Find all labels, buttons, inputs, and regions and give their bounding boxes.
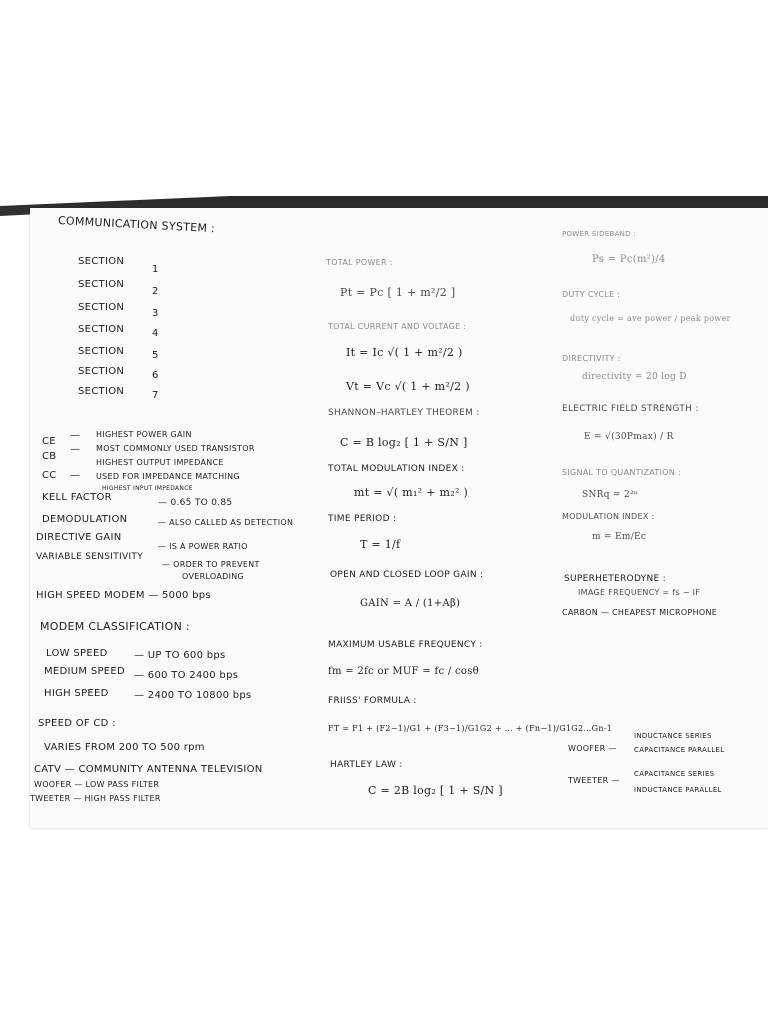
def-text: USED FOR IMPEDANCE MATCHING [96,472,240,481]
directive-def: — IS A POWER RATIO [158,542,248,551]
section-number: 2 [152,286,159,297]
tweeter-left-def: TWEETER — HIGH PASS FILTER [30,794,161,803]
def-term: CC [42,470,57,481]
tweeter-right-term: TWEETER — [568,776,620,785]
loop-gain-formula: GAIN = A / (1+Aβ) [360,598,461,609]
section-label: SECTION [78,256,125,267]
time-period-heading: TIME PERIOD : [328,514,397,524]
demod-term: DEMODULATION [42,514,128,525]
tweeter-right-def2: INDUCTANCE PARALLEL [634,786,722,794]
superhet-formula: IMAGE FREQUENCY = fs − IF [578,588,701,597]
loop-gain-heading: OPEN AND CLOSED LOOP GAIN : [330,570,484,580]
efield-heading: ELECTRIC FIELD STRENGTH : [562,404,699,414]
total-power-heading: TOTAL POWER : [326,258,393,267]
section-number: 6 [152,370,159,381]
hartley-heading: HARTLEY LAW : [330,760,403,770]
directivity-formula: directivity = 20 log D [582,372,687,382]
directive-term: DIRECTIVE GAIN [36,532,122,543]
tweeter-right-def1: CAPACITANCE SERIES [634,770,715,778]
section-label: SECTION [78,279,125,290]
modem-row-value: — UP TO 600 bps [134,650,226,661]
woofer-left-def: WOOFER — LOW PASS FILTER [34,780,160,789]
notes-sheet [30,208,768,828]
modem-row-label: HIGH SPEED [44,688,109,699]
def-dash: — [70,444,81,455]
section-label: SECTION [78,386,125,397]
power-sideband-formula: Ps = Pc(m²)/4 [592,254,666,265]
total-mod-heading: TOTAL MODULATION INDEX : [328,464,465,474]
speed-cd-value: VARIES FROM 200 TO 500 rpm [44,742,205,753]
def-dash: — [70,430,81,441]
section-label: SECTION [78,346,125,357]
superhet-heading: SUPERHETERODYNE : [564,574,666,584]
def-dash: — [70,470,81,481]
modem-class-heading: MODEM CLASSIFICATION : [40,620,190,633]
total-power-formula: Pt = Pc [ 1 + m²/2 ] [340,286,456,299]
woofer-right-term: WOOFER — [568,744,617,753]
muf-heading: MAXIMUM USABLE FREQUENCY : [328,640,483,650]
section-number: 4 [152,328,159,339]
sqnr-formula: SNRq = 2²ⁿ [582,490,639,500]
power-sideband-heading: POWER SIDEBAND : [562,230,637,238]
sqnr-heading: SIGNAL TO QUANTIZATION : [562,468,681,477]
catv-def: CATV — COMMUNITY ANTENNA TELEVISION [34,764,263,775]
mod-index-heading: MODULATION INDEX : [562,512,655,521]
section-number: 1 [152,264,159,275]
voltage-formula: Vt = Vc √( 1 + m²/2 ) [346,380,470,393]
efield-formula: E = √(30Pmax) / R [584,432,674,442]
duty-formula: duty cycle = ave power / peak power [570,314,731,323]
def-text: HIGHEST POWER GAIN [96,430,192,439]
section-label: SECTION [78,324,125,335]
kell-def: — 0.65 TO 0.85 [158,498,233,508]
time-period-formula: T = 1/f [360,538,401,551]
def-text: HIGHEST INPUT IMPEDANCE [102,485,193,492]
speed-cd-heading: SPEED OF CD : [38,718,116,729]
def-term: CB [42,451,57,462]
def-term: CE [42,436,56,447]
def-text: HIGHEST OUTPUT IMPEDANCE [96,458,224,467]
modem-row-label: LOW SPEED [46,648,108,659]
page-title: COMMUNICATION SYSTEM : [57,214,216,236]
variable-def2: OVERLOADING [182,572,245,581]
demod-def: — ALSO CALLED AS DETECTION [158,518,294,527]
shannon-formula: C = B log₂ [ 1 + S/N ] [340,436,468,449]
total-current-heading: TOTAL CURRENT AND VOLTAGE : [328,322,467,331]
section-label: SECTION [78,302,125,313]
mod-index-formula: m = Em/Ec [592,532,647,542]
carbon-def: CARBON — CHEAPEST MICROPHONE [562,608,718,617]
directivity-heading: DIRECTIVITY : [562,354,621,363]
variable-term: VARIABLE SENSITIVITY [36,552,143,562]
section-number: 5 [152,350,159,361]
variable-def: — ORDER TO PREVENT [162,560,260,569]
total-mod-formula: mt = √( m₁² + m₂² ) [354,486,469,499]
modem-row-label: MEDIUM SPEED [44,666,126,677]
friis-formula: FT = F1 + (F2−1)/G1 + (F3−1)/G1G2 + … + (Fn−1)/G1G2…Gn-1 [328,724,613,733]
modem-row-value: — 2400 TO 10800 bps [134,690,252,701]
kell-term: KELL FACTOR [42,492,112,503]
section-label: SECTION [78,366,125,377]
muf-formula: fm = 2fc or MUF = fc / cosθ [328,666,479,677]
woofer-right-def2: CAPACITANCE PARALLEL [634,746,725,754]
woofer-right-def1: INDUCTANCE SERIES [634,732,712,740]
section-number: 3 [152,308,159,319]
current-formula: It = Ic √( 1 + m²/2 ) [346,346,463,359]
high-speed-modem: HIGH SPEED MODEM — 5000 bps [36,590,211,601]
friis-heading: FRIISS' FORMULA : [328,696,417,706]
shannon-heading: SHANNON–HARTLEY THEOREM : [328,408,480,418]
def-text: MOST COMMONLY USED TRANSISTOR [96,444,255,453]
section-number: 7 [152,390,159,401]
duty-heading: DUTY CYCLE : [562,290,621,299]
modem-row-value: — 600 TO 2400 bps [134,670,239,681]
hartley-formula: C = 2B log₂ [ 1 + S/N ] [368,784,503,797]
